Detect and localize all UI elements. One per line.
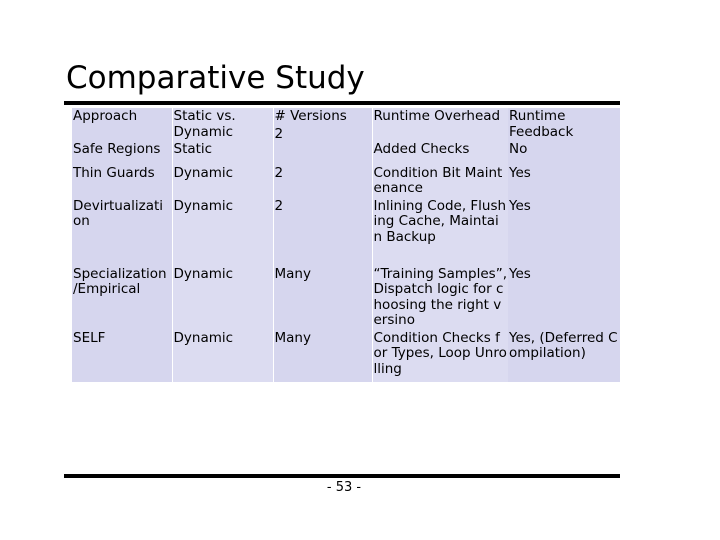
row-safe-regions-approach: Safe Regions [73, 140, 161, 157]
header-overhead [372, 108, 508, 159]
cell-text: 2 [274, 197, 284, 214]
row-devirtualization-versions [273, 198, 372, 260]
row-devirtualization-static-dynamic [172, 198, 273, 260]
row-self-static-dynamic [172, 330, 273, 382]
row-thin-guards-overhead [372, 159, 508, 198]
cell-text: Dynamic [173, 329, 234, 346]
cell-text: Dynamic [173, 265, 234, 282]
cell-text: Specialization /Empirical [73, 265, 171, 297]
row-safe-regions-feedback: No [509, 141, 528, 157]
cell-text: Many [274, 265, 311, 282]
cell-text: SELF [73, 329, 106, 346]
header-static-dynamic-label: Static vs. Dynamic [173, 108, 236, 140]
cell-text: Inlining Code, Flushing Cache, Maintain Backup [373, 197, 507, 245]
comparison-table-container [72, 108, 620, 382]
cell-text: Many [274, 329, 311, 346]
row-specialization-feedback [508, 260, 620, 330]
table-row [72, 198, 620, 260]
cell-text: Yes [509, 197, 531, 214]
cell-text: Dynamic [173, 197, 234, 214]
header-versions [273, 108, 372, 159]
header-approach [72, 108, 172, 159]
table-row [72, 260, 620, 330]
row-devirtualization-overhead [372, 198, 508, 260]
header-feedback [508, 108, 620, 159]
row-safe-regions-static-dynamic: Static [173, 141, 213, 157]
title-underline [64, 101, 620, 105]
row-specialization-versions [273, 260, 372, 330]
header-versions-label: # Versions [274, 108, 347, 124]
cell-text: Condition Bit Maintenance [373, 164, 503, 196]
table-row [72, 330, 620, 382]
row-devirtualization-feedback [508, 198, 620, 260]
row-self-overhead [372, 330, 508, 382]
cell-text: Yes, (Deferred Compilation) [509, 329, 618, 361]
row-specialization-approach [72, 260, 172, 330]
cell-text: Thin Guards [73, 164, 155, 181]
cell-text: Condition Checks for Types, Loop Unrolling [373, 329, 507, 377]
row-self-versions [273, 330, 372, 382]
row-self-approach [72, 330, 172, 382]
header-row [72, 108, 620, 159]
cell-text: Yes [509, 265, 531, 282]
cell-text: “Training Samples”, Dispatch logic for choosing the right versino [373, 265, 507, 328]
row-specialization-static-dynamic [172, 260, 273, 330]
row-self-feedback [508, 330, 620, 382]
row-safe-regions-versions: 2 [274, 125, 284, 142]
page-number: - 53 - [326, 480, 362, 495]
header-static-dynamic [172, 108, 273, 159]
row-thin-guards-feedback [508, 159, 620, 198]
header-overhead-label: Runtime Overhead [373, 108, 501, 124]
row-thin-guards-versions [273, 159, 372, 198]
comparison-table [72, 108, 620, 382]
row-thin-guards-approach [72, 159, 172, 198]
header-feedback-label: Runtime Feedback [509, 108, 574, 140]
table-row [72, 159, 620, 198]
header-approach-label: Approach [73, 108, 138, 124]
cell-text: Devirtualization [73, 197, 164, 229]
row-specialization-overhead [372, 260, 508, 330]
row-safe-regions-overhead: Added Checks [373, 140, 470, 157]
slide-title: Comparative Study [66, 60, 365, 96]
cell-text: Dynamic [173, 164, 234, 181]
cell-text: Yes [509, 164, 531, 181]
row-devirtualization-approach [72, 198, 172, 260]
row-thin-guards-static-dynamic [172, 159, 273, 198]
cell-text: 2 [274, 164, 284, 181]
footer-rule [64, 474, 620, 478]
